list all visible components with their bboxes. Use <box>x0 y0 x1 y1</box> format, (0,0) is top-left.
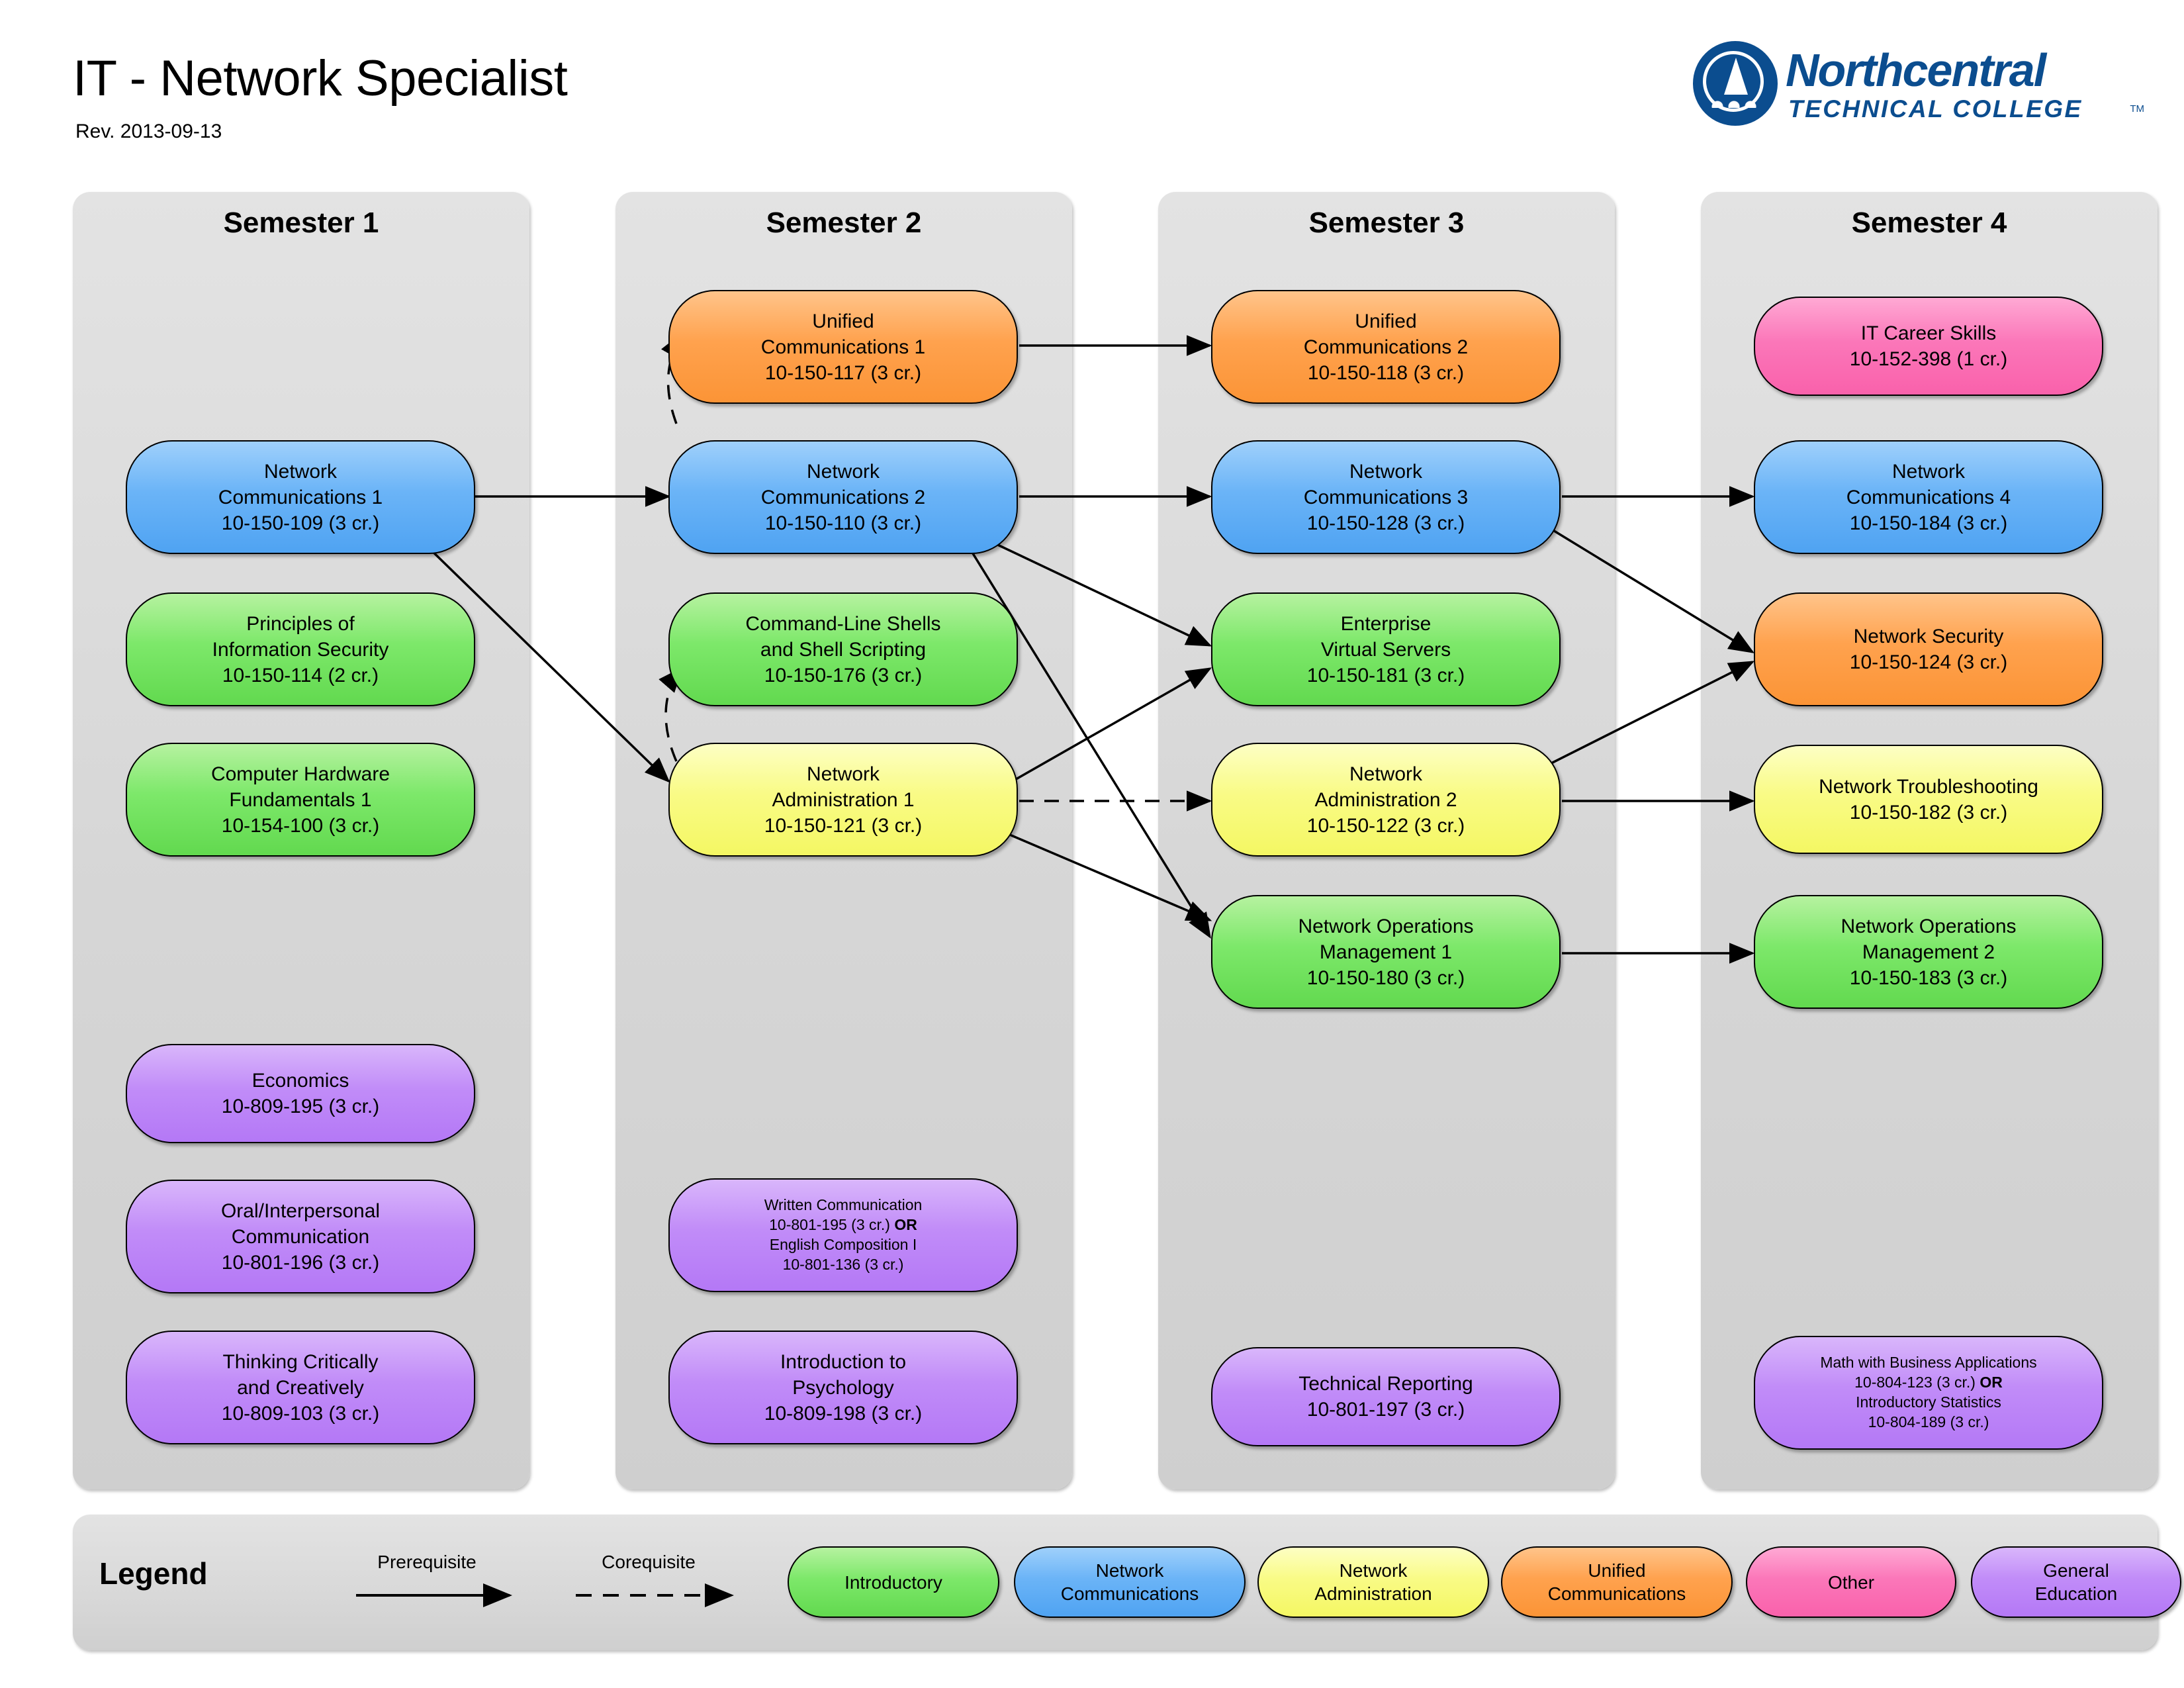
revision-date: Rev. 2013-09-13 <box>75 120 222 142</box>
course-principles-of-information-security[interactable] <box>126 592 475 706</box>
logo-subtitle: TECHNICAL COLLEGE <box>1788 95 2083 122</box>
legend-chip-label: Other <box>1827 1571 1875 1593</box>
course-line-2: Communications 1 <box>218 486 383 508</box>
course-code: 10-801-197 (3 cr.) <box>1306 1399 1465 1421</box>
course-line-2: Psychology <box>792 1376 894 1399</box>
course-unified-communications-2[interactable] <box>1211 290 1561 404</box>
course-line-2: Communications 4 <box>1846 486 2011 508</box>
course-code: 10-150-114 (2 cr.) <box>222 664 379 686</box>
course-line-1: Network <box>806 460 880 483</box>
course-written-communication-or-english-composition-1[interactable] <box>668 1178 1018 1292</box>
course-technical-reporting[interactable] <box>1211 1347 1561 1446</box>
course-code: 10-150-124 (3 cr.) <box>1849 651 2008 673</box>
course-line-1: Unified <box>812 310 874 332</box>
course-line-1: Computer Hardware <box>210 763 390 785</box>
course-network-communications-1[interactable] <box>126 440 475 554</box>
course-economics[interactable] <box>126 1044 475 1143</box>
course-line-2: Communication <box>231 1225 370 1248</box>
course-code: 10-152-398 (1 cr.) <box>1849 348 2008 370</box>
course-line-1: Network <box>806 763 880 785</box>
course-line-1: Introduction to <box>780 1350 907 1373</box>
legend-chip-line-1: Network <box>1095 1560 1164 1581</box>
course-line-1: Unified <box>1355 310 1417 332</box>
legend-chip-line-2: Administration <box>1314 1583 1432 1604</box>
legend-chip-line-1: General <box>2043 1560 2109 1581</box>
course-line-2: Fundamentals 1 <box>229 788 372 811</box>
course-line-2: Communications 1 <box>760 336 926 358</box>
course-line-2: Communications 2 <box>1303 336 1469 358</box>
course-code: 10-150-176 (3 cr.) <box>764 664 923 686</box>
legend-corequisite-label: Corequisite <box>602 1552 696 1572</box>
course-line-1: Math with Business Applications <box>1820 1354 2037 1372</box>
semester-4-title: Semester 4 <box>1851 207 2007 239</box>
course-network-communications-3[interactable] <box>1211 440 1561 554</box>
page-title: IT - Network Specialist <box>73 50 568 107</box>
legend-chip-network-administration[interactable] <box>1257 1546 1489 1618</box>
course-code: 10-809-195 (3 cr.) <box>221 1096 380 1117</box>
pine-tree-circle-icon <box>1693 41 1778 126</box>
legend-chip-line-2: Communications <box>1060 1583 1199 1604</box>
legend-chip-line-1: Unified <box>1588 1560 1646 1581</box>
course-line-3: Introductory Statistics <box>1856 1393 2001 1411</box>
course-computer-hardware-fundamentals-1[interactable] <box>126 743 475 857</box>
legend-chip-unified-communications[interactable] <box>1501 1546 1733 1618</box>
course-oral-interpersonal-communication[interactable] <box>126 1180 475 1293</box>
course-introduction-to-psychology[interactable] <box>668 1331 1018 1444</box>
course-network-security[interactable] <box>1754 592 2103 706</box>
course-network-troubleshooting[interactable] <box>1754 745 2103 854</box>
course-line-2: Administration 2 <box>1314 788 1457 811</box>
course-code: 10-150-109 (3 cr.) <box>221 512 380 534</box>
course-line-2: and Creatively <box>237 1376 364 1399</box>
course-code: 10-154-100 (3 cr.) <box>221 814 380 837</box>
course-code: 10-150-122 (3 cr.) <box>1306 814 1465 837</box>
course-line-1: Principles of <box>246 612 355 635</box>
course-code: 10-150-183 (3 cr.) <box>1849 966 2008 989</box>
course-network-administration-2[interactable] <box>1211 743 1561 857</box>
course-line-3: English Composition I <box>769 1236 917 1253</box>
course-line-1: Network <box>263 460 338 483</box>
course-line-2: 10-804-123 (3 cr.) OR <box>1854 1374 2003 1391</box>
course-line-2: 10-801-195 (3 cr.) OR <box>769 1216 917 1234</box>
course-code: 10-801-196 (3 cr.) <box>221 1251 380 1274</box>
course-code: 10-150-182 (3 cr.) <box>1849 801 2008 823</box>
course-line-2: Management 2 <box>1862 941 1995 963</box>
course-line-1: Oral/Interpersonal <box>220 1199 381 1222</box>
course-line-1: Network Operations <box>1298 915 1474 937</box>
course-network-communications-2[interactable] <box>668 440 1018 554</box>
legend-chip-line-2: Communications <box>1547 1583 1686 1604</box>
legend-prerequisite-label: Prerequisite <box>377 1552 477 1572</box>
semester-2-title: Semester 2 <box>766 207 922 239</box>
course-line-1: Written Communication <box>764 1196 923 1214</box>
course-code: 10-809-103 (3 cr.) <box>221 1402 380 1425</box>
course-line-1: IT Career Skills <box>1860 322 1997 344</box>
course-line-1: Enterprise <box>1340 612 1432 635</box>
legend-chip-introductory[interactable] <box>788 1546 999 1618</box>
course-network-operations-management-2[interactable] <box>1754 895 2103 1009</box>
course-code: 10-150-121 (3 cr.) <box>764 814 923 837</box>
page-header <box>0 0 2184 172</box>
course-line-2: and Shell Scripting <box>760 638 927 661</box>
course-network-operations-management-1[interactable] <box>1211 895 1561 1009</box>
course-line-1: Network Operations <box>1841 915 2017 937</box>
course-code: 10-150-117 (3 cr.) <box>764 361 922 384</box>
legend-chip-general-education[interactable] <box>1971 1546 2181 1618</box>
course-math-with-business-applications-or-introductory-statistics[interactable] <box>1754 1336 2103 1450</box>
course-line-2: Management 1 <box>1319 941 1453 963</box>
course-network-communications-4[interactable] <box>1754 440 2103 554</box>
course-code-b: 10-804-189 (3 cr.) <box>1868 1413 1989 1430</box>
course-code: 10-150-118 (3 cr.) <box>1307 361 1465 384</box>
trademark-mark: TM <box>2130 103 2144 115</box>
course-line-2: Virtual Servers <box>1320 638 1451 661</box>
course-line-1: Network Troubleshooting <box>1819 775 2038 798</box>
northcentral-technical-college-logo <box>1693 40 2143 126</box>
course-line-1: Network <box>1349 460 1423 483</box>
logo-wordmark: Northcentral <box>1786 44 2046 96</box>
course-network-administration-1[interactable] <box>668 743 1018 857</box>
course-line-1: Network Security <box>1853 626 2004 647</box>
course-line-1: Network <box>1891 460 1966 483</box>
course-code: 10-150-184 (3 cr.) <box>1849 512 2008 534</box>
course-code: 10-150-180 (3 cr.) <box>1306 966 1465 989</box>
course-line-1: Technical Reporting <box>1298 1373 1473 1395</box>
course-thinking-critically-and-creatively[interactable] <box>126 1331 475 1444</box>
legend-chip-line-1: Network <box>1339 1560 1408 1581</box>
semester-1-title: Semester 1 <box>223 207 379 239</box>
course-command-line-shells-and-shell-scripting[interactable] <box>668 592 1018 706</box>
course-code-b: 10-801-136 (3 cr.) <box>782 1255 904 1273</box>
course-code: 10-150-181 (3 cr.) <box>1306 664 1465 686</box>
course-unified-communications-1[interactable] <box>668 290 1018 404</box>
legend-title: Legend <box>99 1556 208 1591</box>
course-code: 10-150-128 (3 cr.) <box>1306 512 1465 534</box>
legend-panel <box>73 1515 2158 1650</box>
legend-chip-other[interactable] <box>1746 1546 1956 1618</box>
semester-3-title: Semester 3 <box>1308 207 1465 239</box>
course-line-2: Communications 2 <box>760 486 926 508</box>
course-code: 10-809-198 (3 cr.) <box>764 1402 923 1425</box>
course-line-1: Command-Line Shells <box>745 612 941 635</box>
course-line-1: Network <box>1349 763 1423 785</box>
course-line-2: Communications 3 <box>1303 486 1469 508</box>
course-line-2: Administration 1 <box>772 788 915 811</box>
course-enterprise-virtual-servers[interactable] <box>1211 592 1561 706</box>
course-line-1: Economics <box>251 1070 349 1092</box>
legend-chip-network-communications[interactable] <box>1014 1546 1246 1618</box>
course-code: 10-150-110 (3 cr.) <box>764 512 922 534</box>
course-line-1: Thinking Critically <box>222 1350 379 1373</box>
legend-chip-line-2: Education <box>2034 1583 2118 1604</box>
legend-chip-label: Introductory <box>844 1571 942 1593</box>
course-line-2: Information Security <box>212 638 389 661</box>
course-it-career-skills[interactable] <box>1754 297 2103 396</box>
